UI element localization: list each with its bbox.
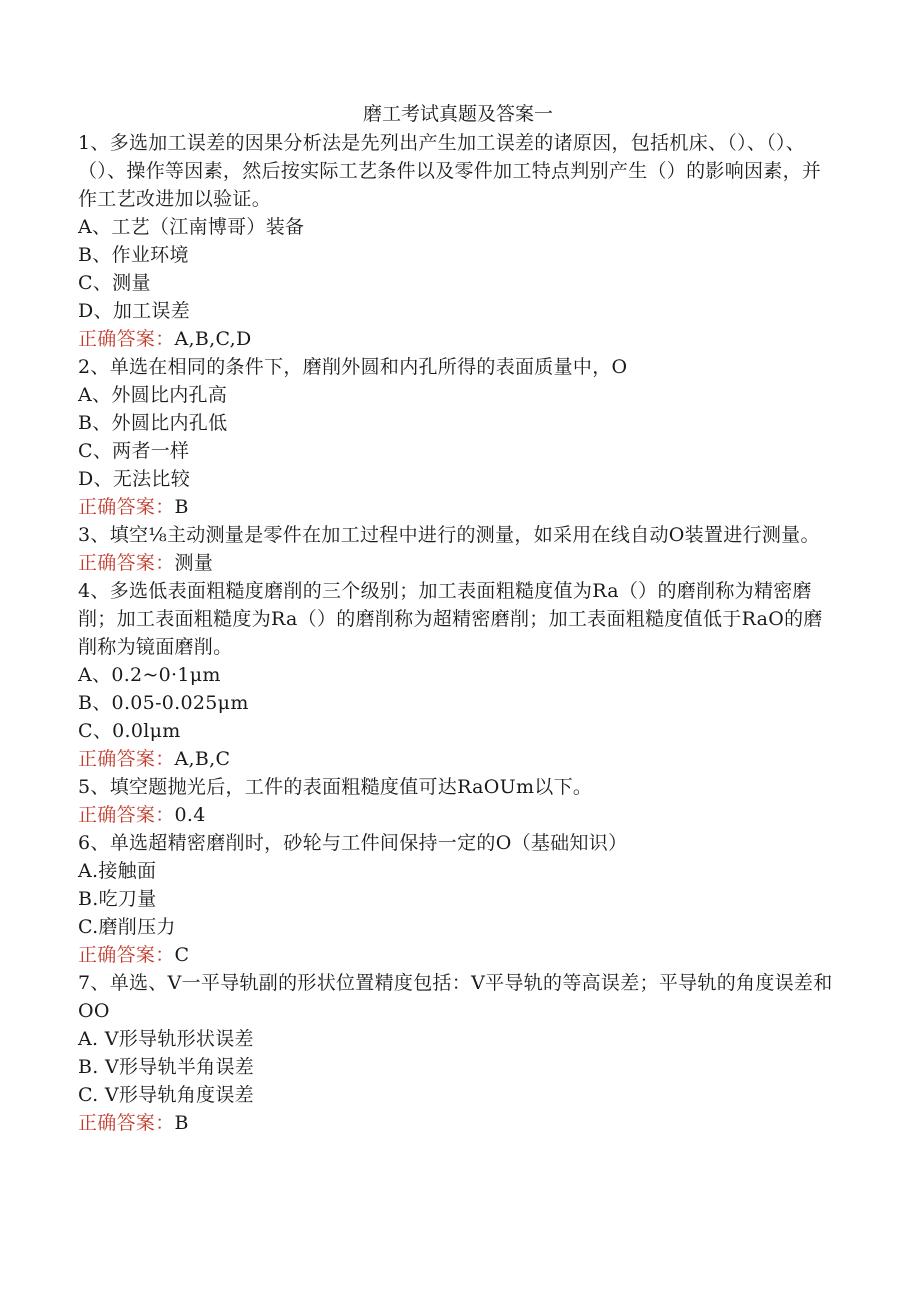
question-text: 3、填空⅛主动测量是零件在加工过程中进行的测量，如采用在线自动O装置进行测量。 — [78, 524, 820, 546]
question-option: C. V形导轨角度误差 — [78, 1084, 254, 1106]
question-option: A.接触面 — [78, 860, 157, 882]
correct-answer — [78, 1109, 838, 1137]
question-option: A、0.2~0·1μm — [78, 664, 221, 686]
question-item — [78, 129, 838, 353]
answer-value: B — [174, 1112, 189, 1134]
answer-label: 正确答案： — [78, 748, 175, 770]
answer-value: 测量 — [174, 552, 214, 574]
question-text: 2、单选在相同的条件下，磨削外圆和内孔所得的表面质量中，O — [78, 356, 628, 378]
question-text: 1、多选加工误差的因果分析法是先列出产生加工误差的诸原因，包括机床、（）、（）、（）、操作等因素，然后按实际工艺条件以及零件加工特点判别产生（）的影响因素，并作工艺改进加以验证。 — [78, 132, 822, 210]
question-option: D、加工误差 — [78, 300, 191, 322]
question-option: A、外圆比内孔高 — [78, 384, 228, 406]
answer-value: A,B,C — [174, 748, 231, 770]
question-text: 7、单选、V一平导轨副的形状位置精度包括：V平导轨的等高误差；平导轨的角度误差和OO — [78, 972, 833, 1022]
question-item — [78, 969, 838, 1137]
answer-value: 0.4 — [174, 804, 206, 826]
question-option: A. V形导轨形状误差 — [78, 1028, 254, 1050]
answer-label: 正确答案： — [78, 552, 175, 574]
question-option: B、外圆比内孔低 — [78, 412, 228, 434]
correct-answer — [78, 801, 838, 829]
question-option: B、0.05-0.025μm — [78, 692, 249, 714]
question-option: B.吃刀量 — [78, 888, 157, 910]
correct-answer — [78, 493, 838, 521]
question-option: A、工艺（江南博哥）装备 — [78, 216, 305, 238]
question-item — [78, 353, 838, 521]
question-text: 5、填空题抛光后，工件的表面粗糙度值可达RaOUm以下。 — [78, 776, 593, 798]
question-option: B、作业环境 — [78, 244, 189, 266]
answer-value: B — [174, 496, 189, 518]
answer-label: 正确答案： — [78, 804, 175, 826]
answer-label: 正确答案： — [78, 944, 175, 966]
correct-answer — [78, 549, 838, 577]
question-option: C、测量 — [78, 272, 151, 294]
question-item — [78, 521, 838, 577]
question-item — [78, 773, 838, 829]
answer-label: 正确答案： — [78, 496, 175, 518]
question-option: C.磨削压力 — [78, 916, 176, 938]
question-text: 6、单选超精密磨削时，砂轮与工件间保持一定的O（基础知识） — [78, 832, 628, 854]
question-option: D、无法比较 — [78, 468, 191, 490]
answer-label: 正确答案： — [78, 1112, 175, 1134]
document-page — [78, 100, 838, 1137]
answer-value: C — [174, 944, 190, 966]
correct-answer — [78, 745, 838, 773]
question-option: B. V形导轨半角误差 — [78, 1056, 255, 1078]
correct-answer — [78, 941, 838, 969]
question-item — [78, 577, 838, 773]
answer-value: A,B,C,D — [174, 328, 252, 350]
question-option: C、0.0lμm — [78, 720, 181, 742]
question-text: 4、多选低表面粗糙度磨削的三个级别；加工表面粗糙度值为Ra（）的磨削称为精密磨削；加工表面粗糙度为Ra（）的磨削称为超精密磨削；加工表面粗糙度值低于RaO的磨削称为镜面磨削。 — [78, 580, 823, 658]
question-option: C、两者一样 — [78, 440, 190, 462]
question-item — [78, 829, 838, 969]
correct-answer — [78, 325, 838, 353]
question-list — [78, 129, 838, 1137]
answer-label: 正确答案： — [78, 328, 175, 350]
document-title: 磨工考试真题及答案一 — [362, 103, 553, 125]
